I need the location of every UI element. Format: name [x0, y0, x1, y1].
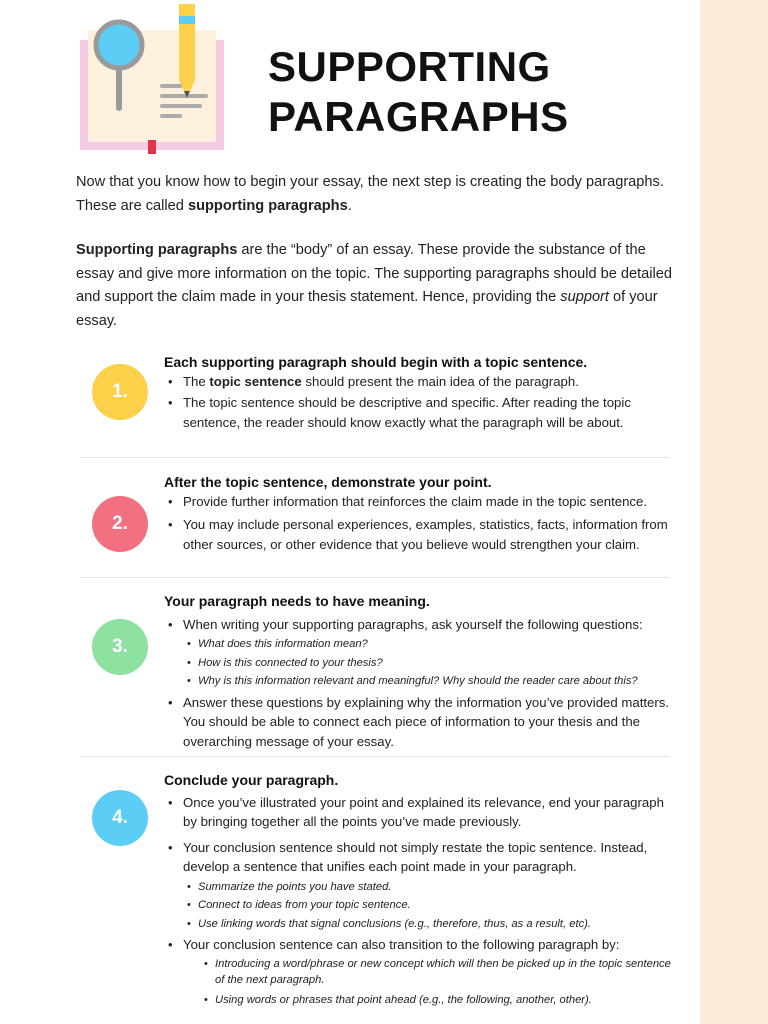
step-number-badge: 4.: [92, 790, 148, 846]
bullet-text: Your conclusion sentence can also transition to the following paragraph by:: [183, 937, 620, 953]
bullet-bold-text: topic sentence: [209, 374, 302, 389]
sub-bullet-item: • What does this information mean?: [198, 635, 674, 654]
sub-bullet-item: • Introducing a word/phrase or new concept which will then be picked up in the topic sentence of the next paragraph.: [215, 956, 674, 989]
section-2: [80, 472, 670, 576]
bullet-text: The: [183, 374, 210, 389]
divider: [80, 756, 670, 757]
bullet-text: should present the main idea of the paragraph.: [301, 374, 579, 389]
sub-bullet-item: • How is this connected to your thesis?: [198, 654, 674, 673]
sub-bullet-item: • Summarize the points you have stated.: [198, 878, 674, 897]
bullet-item: [183, 838, 674, 933]
intro-p2-text: are the “body” of an essay. These provide the substance of the essay and give more information on the topic. The supporting paragraphs should be detailed and support the claim made in your thesis statement. Hence, providing the: [76, 242, 673, 305]
section-heading: Each supporting paragraph should begin with a topic sentence.: [164, 354, 588, 370]
intro-p1-bold: supporting paragraphs: [187, 197, 348, 214]
intro-p2-italic: support: [560, 289, 609, 305]
bullet-list: [164, 615, 674, 751]
side-color-strip: [700, 0, 768, 1024]
section-4-body: [164, 770, 674, 1011]
bullet-item: [183, 615, 674, 691]
bullet-list: [164, 492, 674, 554]
section-3: [80, 591, 670, 755]
section-3-body: [164, 591, 674, 751]
divider: [80, 577, 670, 578]
sub-bullet-item: • Why is this information relevant and meaningful? Why should the reader care about this?: [198, 672, 674, 691]
intro-p1-text: Now that you know how to begin your essay, the next step is creating the body paragraphs. These are called: [76, 174, 664, 214]
bullet-item: [183, 935, 674, 1009]
sub-bullet-list: [183, 878, 674, 934]
intro-p2-end: of your essay.: [76, 289, 658, 329]
section-heading: Conclude your paragraph.: [164, 772, 339, 788]
bullet-text: When writing your supporting paragraphs, ask yourself the following questions:: [183, 617, 643, 632]
bullet-text: Your conclusion sentence should not simply restate the topic sentence. Instead, develop a sentence that unifies each point made in your paragraph.: [183, 839, 648, 875]
section-2-body: [164, 472, 674, 554]
sub-bullet-item: • Use linking words that signal conclusions (e.g., therefore, thus, as a result, etc).: [198, 915, 674, 934]
step-number-badge: 2.: [92, 496, 148, 552]
bullet-list: [164, 793, 674, 1009]
bullet-item: • You may include personal experiences, examples, statistics, facts, information from other sources, or other evidence that you believe would strengthen your claim.: [183, 515, 674, 554]
title-line-1: SUPPORTING: [268, 43, 551, 90]
bullet-list: [164, 372, 674, 432]
step-number-badge: 1.: [92, 364, 148, 420]
intro-paragraph-1: [76, 171, 676, 218]
page-title: [268, 42, 688, 142]
sub-bullet-item: • Connect to ideas from your topic sentence.: [198, 896, 674, 915]
section-4: [80, 770, 670, 1010]
bullet-item: • Once you’ve illustrated your point and explained its relevance, end your paragraph by bringing together all the points you’ve made previously.: [183, 793, 674, 832]
bullet-item: • The topic sentence should be descriptive and specific. After reading the topic sentence, the reader should know exactly what the paragraph will be about.: [183, 393, 674, 432]
title-line-2: PARAGRAPHS: [268, 93, 569, 140]
notebook-magnifier-pencil-icon: [76, 0, 236, 160]
intro-p2-bold: Supporting paragraphs: [76, 242, 238, 258]
section-1: [80, 352, 670, 456]
intro-p1-end: .: [347, 197, 352, 214]
sub-bullet-list: [183, 956, 674, 1010]
sub-bullet-item: • Using words or phrases that point ahead (e.g., the following, another, other).: [215, 991, 674, 1010]
bullet-item: [183, 372, 674, 391]
bullet-item: • Answer these questions by explaining why the information you’ve provided matters. You should be able to connect each piece of information to your thesis and the overarching message of your essay.: [183, 693, 674, 751]
section-heading: After the topic sentence, demonstrate your point.: [164, 474, 492, 490]
section-heading: Your paragraph needs to have meaning.: [164, 593, 430, 609]
section-1-body: [164, 352, 674, 432]
divider: [80, 457, 670, 458]
sub-bullet-list: [183, 635, 674, 691]
bullet-item: • Provide further information that reinforces the claim made in the topic sentence.: [183, 492, 674, 511]
step-number-badge: 3.: [92, 619, 148, 675]
intro-paragraph-2: [76, 239, 676, 333]
